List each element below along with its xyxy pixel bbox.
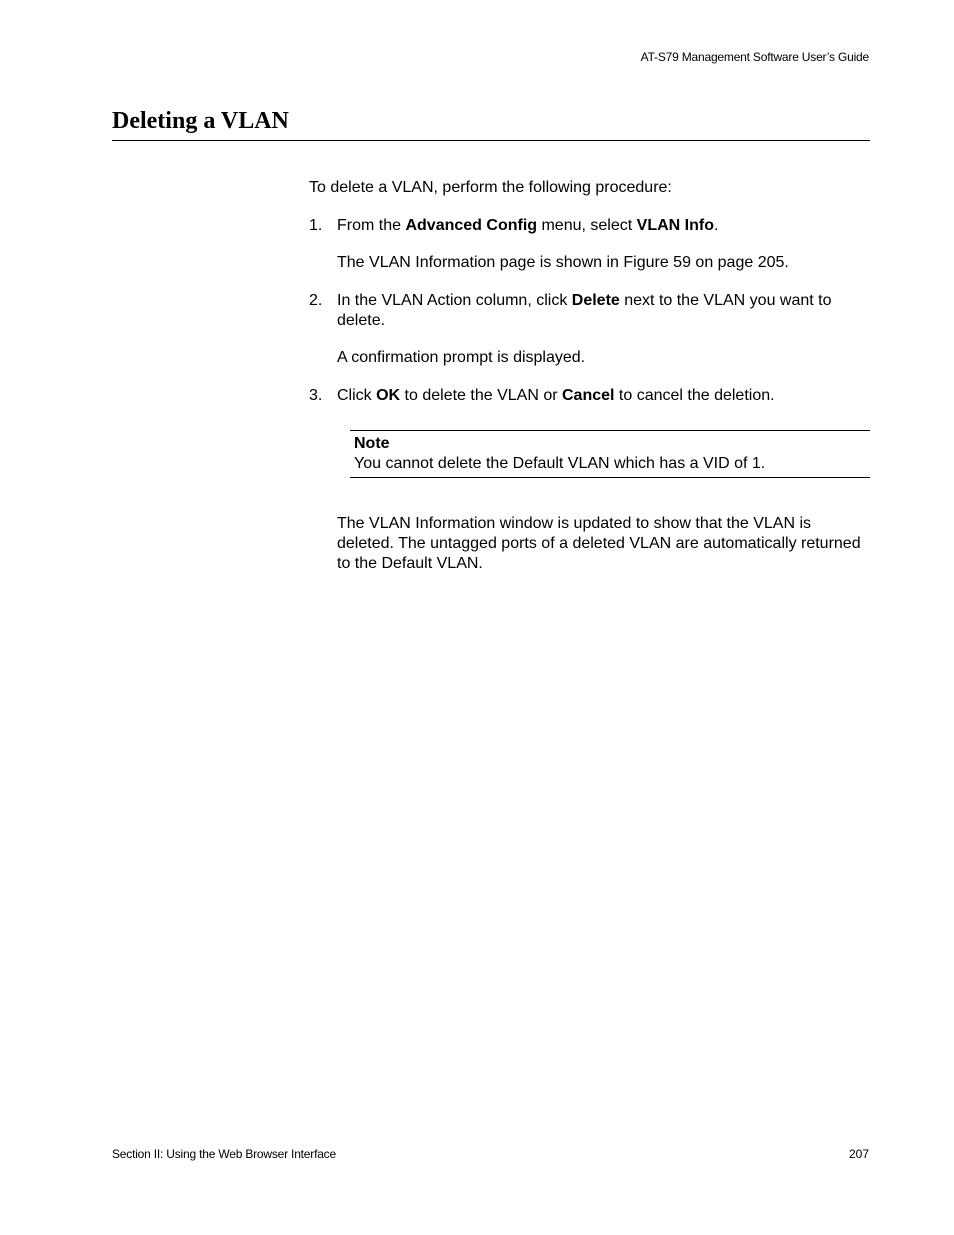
step-text-fragment: . — [713, 217, 719, 234]
step-text-fragment: to cancel the deletion. — [614, 387, 775, 404]
procedure-step-3 — [309, 386, 870, 406]
step-result: A confirmation prompt is displayed. — [337, 349, 586, 366]
running-header: AT-S79 Management Software User’s Guide — [640, 50, 869, 64]
step-text-fragment: In the VLAN Action column, click — [337, 292, 572, 309]
intro-paragraph: To delete a VLAN, perform the following procedure: — [309, 179, 672, 196]
step-result: The VLAN Information page is shown in Figure 59 on page 205. — [337, 254, 789, 271]
step-number: 2. — [309, 292, 323, 309]
menu-name: Advanced Config — [405, 217, 538, 234]
note-box — [350, 430, 870, 478]
procedure-step-1 — [309, 216, 870, 273]
title-rule — [112, 140, 870, 141]
footer-section: Section II: Using the Web Browser Interface — [112, 1147, 336, 1161]
procedure-step-2 — [309, 291, 870, 368]
step-instruction — [337, 216, 870, 236]
step-text-fragment: next to the VLAN you want to delete. — [337, 292, 832, 329]
body-content — [309, 178, 870, 574]
step-text-fragment: menu, select — [537, 217, 637, 234]
step-text-fragment: Click — [337, 387, 377, 404]
page-number: 207 — [848, 1147, 869, 1161]
step-instruction — [337, 291, 870, 331]
button-name: Delete — [571, 292, 620, 309]
step-number: 3. — [309, 387, 323, 404]
closing-paragraph: The VLAN Information window is updated to show that the VLAN is deleted. The untagged ports of a deleted VLAN are automatically returned to the Default VLAN. — [337, 515, 861, 572]
note-text: You cannot delete the Default VLAN which has a VID of 1. — [354, 455, 766, 472]
menu-item-name: VLAN Info — [636, 217, 714, 234]
step-instruction — [337, 386, 870, 406]
button-name: OK — [376, 387, 401, 404]
button-name: Cancel — [561, 387, 615, 404]
step-text-fragment: From the — [337, 217, 406, 234]
section-title: Deleting a VLAN — [112, 108, 289, 134]
note-title: Note — [354, 435, 390, 452]
step-text-fragment: to delete the VLAN or — [400, 387, 562, 404]
step-number: 1. — [309, 217, 323, 234]
